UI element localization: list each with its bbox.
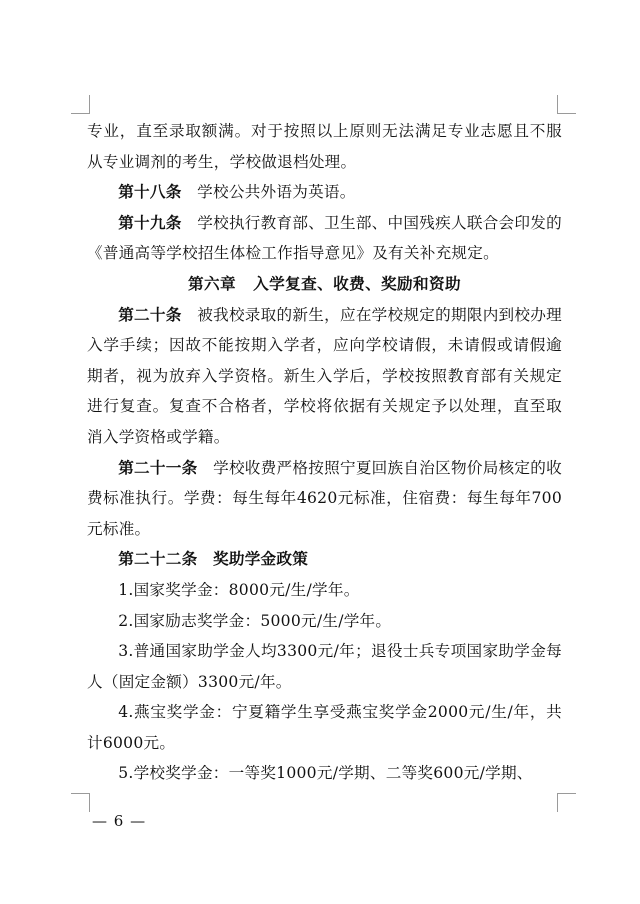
article-number: 第十九条 — [118, 212, 182, 232]
margin-mark-bottom-right — [557, 793, 576, 812]
article-text: 被我校录取的新生，应在学校规定的期限内到校办理入学手续；因故不能按期入学者，应向学校请假，未请假或请假逾期者，视为放弃入学资格。新生入学后，学校按照教育部有关规定进行复查。复查不合格者，学校将依据有关规定予以处理，直至取消入学资格或学籍。 — [87, 305, 562, 446]
article-18 — [87, 177, 562, 208]
list-item-text: 4.燕宝奖学金：宁夏籍学生享受燕宝奖学金2000元/生/年，共计6000元。 — [87, 703, 562, 752]
list-item — [87, 606, 562, 637]
list-item-text: 3.普通国家助学金人均3300元/年；退役士兵专项国家助学金每人（固定金额）3300元/年。 — [87, 642, 562, 691]
article-text: 奖助学金政策 — [213, 549, 309, 569]
article-20 — [87, 300, 562, 453]
chapter-title: 入学复查、收费、奖励和资助 — [253, 273, 462, 293]
page-number: — 6 — — [92, 812, 147, 830]
chapter-heading — [87, 269, 562, 300]
article-number: 第十八条 — [118, 182, 182, 202]
article-21 — [87, 453, 562, 545]
list-item — [87, 575, 562, 606]
article-19 — [87, 208, 562, 269]
list-item-text: 5.学校奖学金：一等奖1000元/学期、二等奖600元/学期、 — [118, 764, 533, 783]
article-number: 第二十二条 — [118, 549, 198, 569]
list-item-text: 2.国家励志奖学金：5000元/生/学年。 — [118, 611, 392, 630]
article-number: 第二十一条 — [118, 457, 198, 477]
article-22 — [87, 544, 562, 575]
list-item — [87, 697, 562, 758]
list-item — [87, 636, 562, 697]
article-number: 第二十条 — [118, 304, 182, 324]
paragraph — [87, 116, 562, 177]
margin-mark-top-right — [557, 95, 576, 114]
article-text: 学校公共外语为英语。 — [197, 183, 356, 202]
article-text: 学校执行教育部、卫生部、中国残疾人联合会印发的《普通高等学校招生体检工作指导意见》及有关补充规定。 — [87, 213, 562, 263]
paragraph-text: 专业，直至录取额满。对于按照以上原则无法满足专业志愿且不服从专业调剂的考生，学校做退档处理。 — [87, 122, 562, 171]
chapter-number: 第六章 — [187, 273, 236, 293]
list-item-text: 1.国家奖学金：8000元/生/学年。 — [118, 580, 360, 599]
list-item — [87, 758, 562, 789]
document-body — [87, 116, 562, 789]
article-text: 学校收费严格按照宁夏回族自治区物价局核定的收费标准执行。学费：每生每年4620元标准，住宿费：每生每年700元标准。 — [87, 458, 562, 538]
margin-mark-top-left — [71, 95, 90, 114]
margin-mark-bottom-left — [71, 793, 90, 812]
